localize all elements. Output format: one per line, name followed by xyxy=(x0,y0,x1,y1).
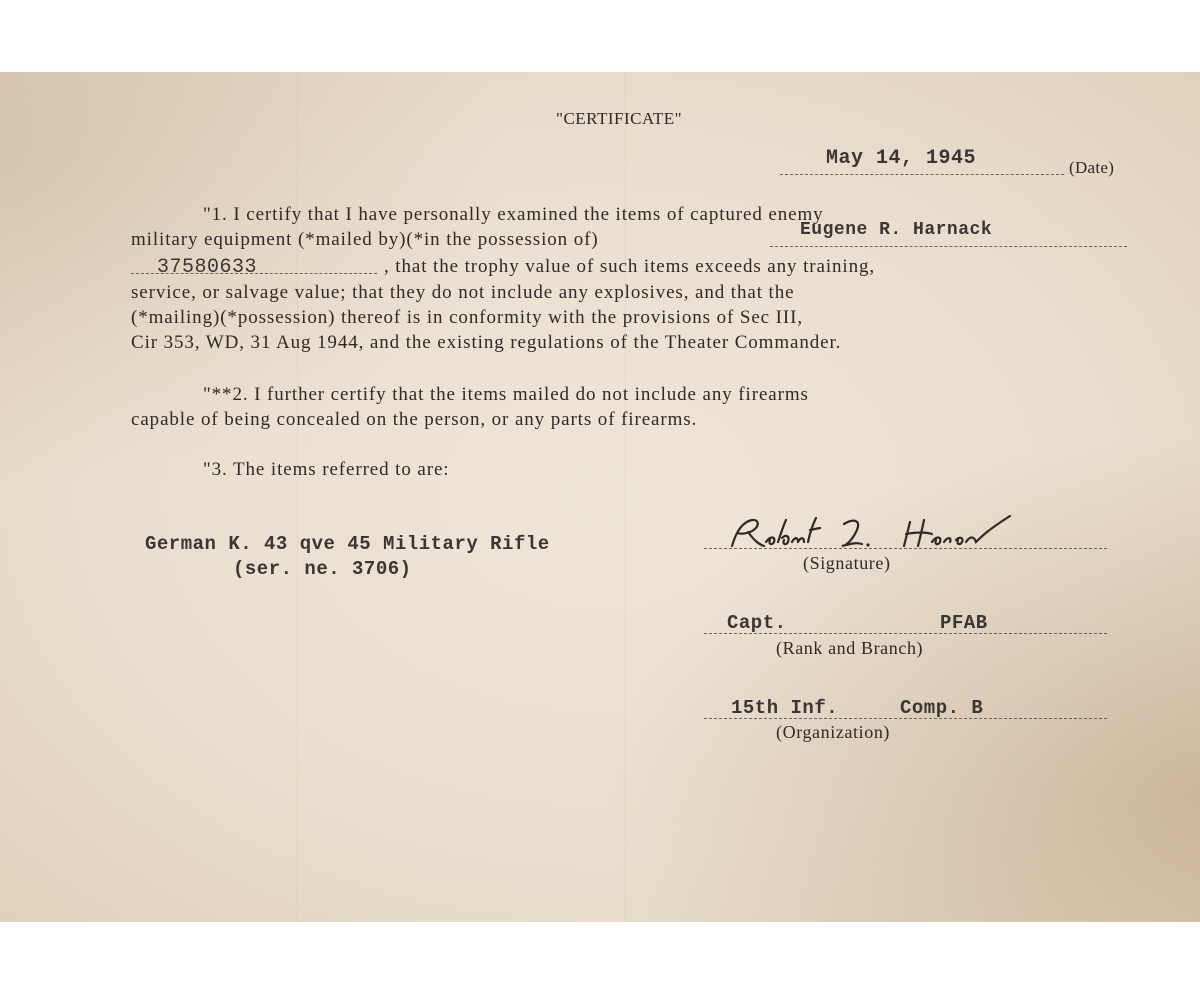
person-line xyxy=(770,246,1127,247)
company-value: Comp. B xyxy=(900,697,984,719)
para2-line1: "**2. I further certify that the items mailed do not include any firearms xyxy=(203,384,809,405)
signature-mark xyxy=(726,512,1026,556)
date-line xyxy=(780,174,1064,175)
person-name: Eugene R. Harnack xyxy=(800,220,993,240)
para1-line3: , that the trophy value of such items exceeds any training, xyxy=(384,256,876,277)
para1-line5: (*mailing)(*possession) thereof is in conformity with the provisions of Sec III, xyxy=(131,307,803,328)
document-title: "CERTIFICATE" xyxy=(556,109,683,128)
serial-number: 37580633 xyxy=(157,256,258,279)
para1-line6: Cir 353, WD, 31 Aug 1944, and the existing regulations of the Theater Commander. xyxy=(131,332,842,353)
certificate-paper xyxy=(0,72,1200,922)
unit-value: 15th Inf. xyxy=(731,697,839,719)
signature-line xyxy=(704,548,1107,549)
fold-crease xyxy=(625,72,626,922)
rank-line xyxy=(704,633,1107,634)
rank-value: Capt. xyxy=(727,612,787,634)
signature-caption: (Signature) xyxy=(803,553,891,573)
para1-line1: "1. I certify that I have personally examined the items of captured enemy xyxy=(203,204,824,225)
organization-caption: (Organization) xyxy=(776,722,891,742)
rank-caption: (Rank and Branch) xyxy=(776,638,924,658)
para1-line2: military equipment (*mailed by)(*in the possession of) xyxy=(131,229,599,250)
branch-value: PFAB xyxy=(940,612,988,634)
para3-line1: "3. The items referred to are: xyxy=(203,459,450,480)
item-serial: (ser. ne. 3706) xyxy=(233,558,412,580)
item-description: German K. 43 qve 45 Military Rifle xyxy=(145,533,550,555)
organization-line xyxy=(704,718,1107,719)
para2-line2: capable of being concealed on the person, or any parts of firearms. xyxy=(131,409,698,430)
para1-line4: service, or salvage value; that they do not include any explosives, and that the xyxy=(131,282,795,303)
date-label: (Date) xyxy=(1069,158,1115,177)
date-value: May 14, 1945 xyxy=(826,147,977,170)
fold-crease xyxy=(297,72,298,922)
serial-line xyxy=(131,273,377,274)
